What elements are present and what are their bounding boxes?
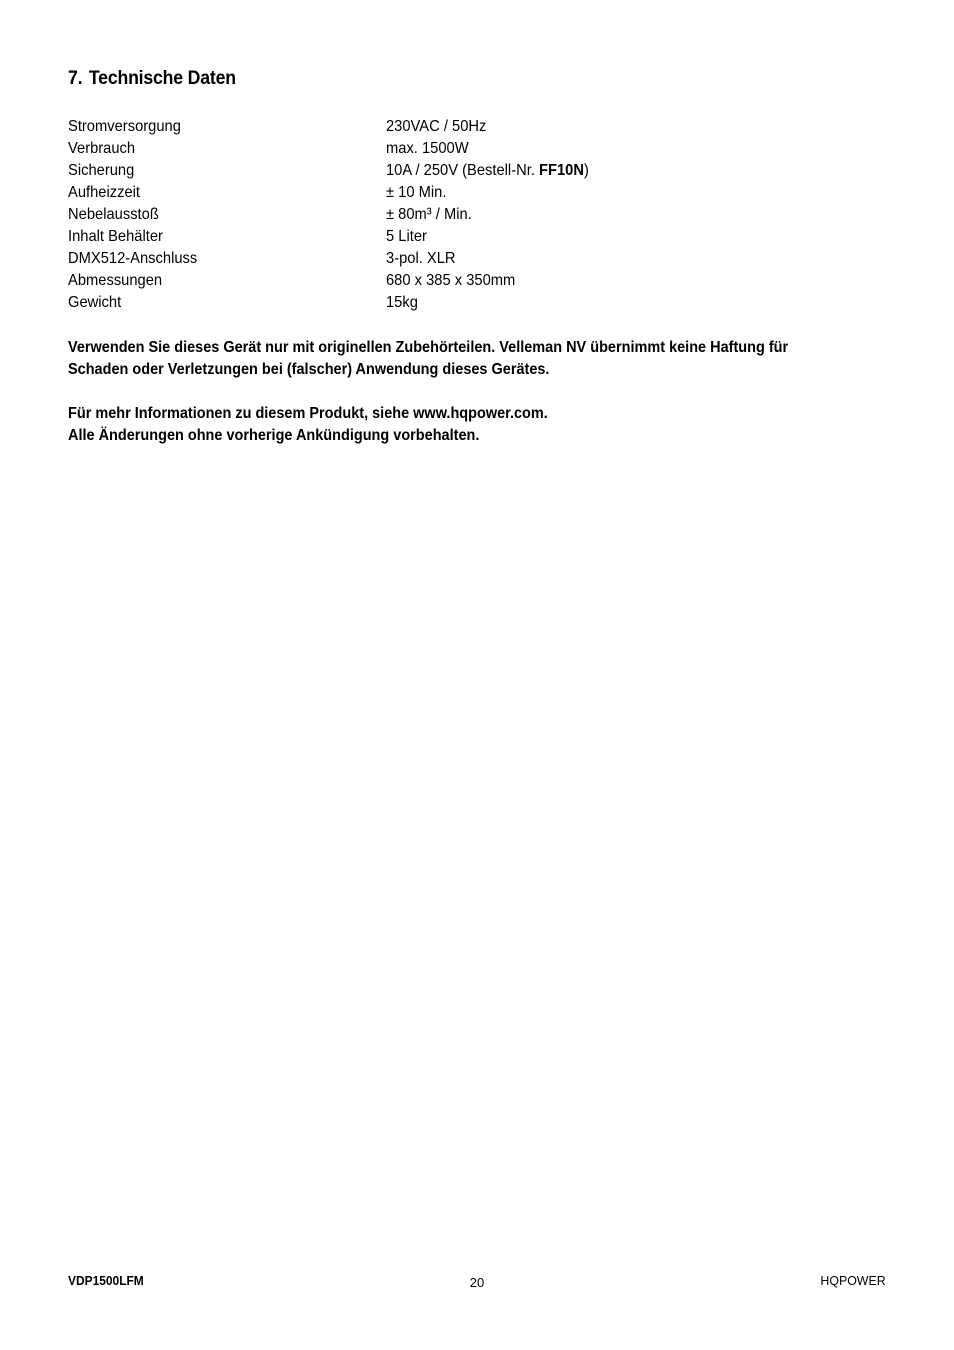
info-note (68, 403, 928, 447)
spec-value: 680 x 385 x 350mm (386, 272, 516, 289)
section-number: 7. (68, 68, 83, 89)
spec-row (68, 116, 868, 138)
spec-value: 15kg (386, 294, 418, 311)
spec-row (68, 270, 868, 292)
spec-label: Nebelausstoß (68, 206, 159, 223)
spec-row (68, 226, 868, 248)
spec-label: Inhalt Behälter (68, 228, 163, 245)
spec-value-prefix: 10A / 250V (Bestell-Nr. (386, 162, 540, 179)
spec-value-suffix: ) (584, 162, 589, 179)
spec-row (68, 160, 868, 182)
info-note-line: Für mehr Informationen zu diesem Produkt, siehe www.hqpower.com. (68, 405, 548, 422)
warranty-note-line: Schaden oder Verletzungen bei (falscher) Anwendung dieses Gerätes. (68, 361, 550, 378)
spec-row (68, 138, 868, 160)
footer-brand: HQPOWER (820, 1273, 886, 1288)
info-note-line: Alle Änderungen ohne vorherige Ankündigung vorbehalten. (68, 427, 480, 444)
spec-label: Gewicht (68, 294, 122, 311)
spec-row (68, 204, 868, 226)
spec-label: DMX512-Anschluss (68, 250, 198, 267)
spec-value: ± 80m³ / Min. (386, 206, 472, 223)
warranty-note-line: Verwenden Sie dieses Gerät nur mit originellen Zubehörteilen. Velleman NV übernimmt keine Haftung für (68, 339, 789, 356)
spec-table (68, 116, 868, 314)
spec-row (68, 248, 868, 270)
footer-model: VDP1500LFM (68, 1273, 144, 1288)
spec-label: Stromversorgung (68, 118, 181, 135)
spec-label: Aufheizzeit (68, 184, 141, 201)
spec-value: ± 10 Min. (386, 184, 447, 201)
spec-label: Abmessungen (68, 272, 163, 289)
spec-value (386, 160, 589, 182)
spec-row (68, 292, 868, 314)
spec-row (68, 182, 868, 204)
section-title: Technische Daten (88, 68, 236, 89)
spec-value: 3-pol. XLR (386, 250, 456, 267)
spec-value: max. 1500W (386, 140, 469, 157)
spec-value: 5 Liter (386, 228, 427, 245)
spec-label: Verbrauch (68, 140, 136, 157)
warranty-note (68, 337, 928, 381)
section-heading (68, 68, 236, 90)
spec-label: Sicherung (68, 162, 135, 179)
order-number: FF10N (539, 162, 585, 179)
footer-page-number: 20 (469, 1275, 485, 1290)
spec-value: 230VAC / 50Hz (386, 118, 487, 135)
